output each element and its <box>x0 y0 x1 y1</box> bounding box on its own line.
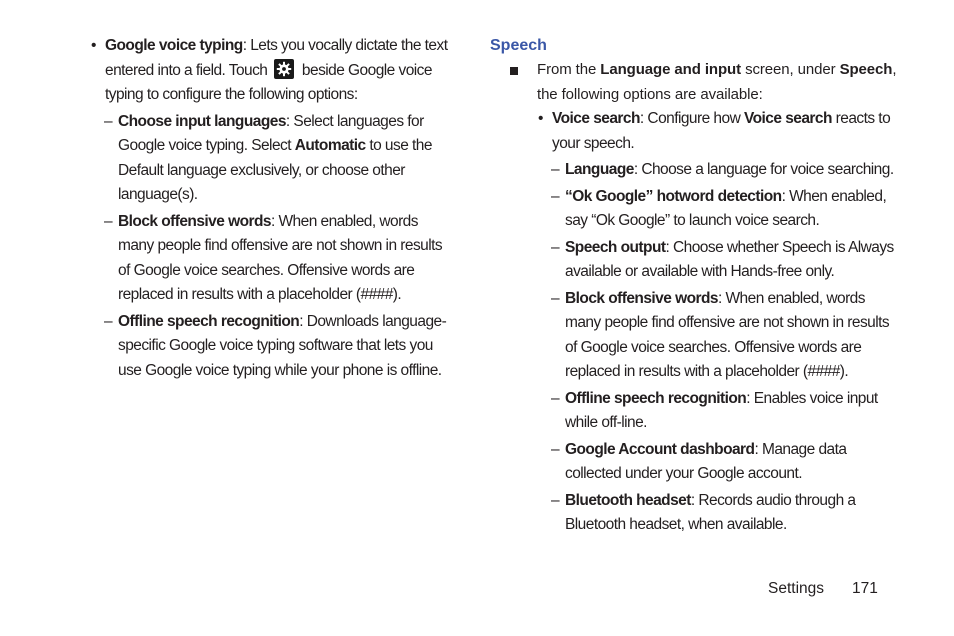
block-offensive-words-item <box>104 210 455 308</box>
option-text: : When enabled, say “Ok Google” to launch voice search. <box>565 187 887 229</box>
speech-output-item <box>551 236 900 285</box>
voice-search-term: Voice search <box>552 110 640 127</box>
option-term: Google Account dashboard <box>565 440 755 458</box>
choose-input-languages-text-a: : Select languages for Google voice typing. Select <box>118 112 424 154</box>
choose-input-languages-text-b: to use the Default language exclusively, or choose other language(s). <box>118 137 432 203</box>
option-term: “Ok Google” hotword detection <box>565 187 782 205</box>
option-term: Offline speech recognition <box>565 389 747 407</box>
speech-intro-item <box>490 58 900 107</box>
right-column <box>490 34 900 538</box>
google-voice-typing-term: Google voice typing <box>105 37 243 54</box>
left-column <box>90 34 455 383</box>
page-footer <box>768 578 878 600</box>
option-text: : Records audio through a Bluetooth headset, when available. <box>565 491 856 533</box>
option-term: Bluetooth headset <box>565 491 691 509</box>
offline-speech-recognition-term: Offline speech recognition <box>118 312 300 330</box>
speech-intro-text-a: From the <box>537 61 601 78</box>
language-and-input-term: Language and input <box>600 61 741 78</box>
google-voice-typing-text-b: beside Google voice typing to configure the following options: <box>105 61 432 103</box>
offline-speech-recognition-item <box>551 387 900 436</box>
speech-term: Speech <box>839 61 893 78</box>
dash-mark: – <box>551 289 560 307</box>
dash-mark: – <box>551 161 560 178</box>
bullet-mark: • <box>538 110 543 127</box>
automatic-term: Automatic <box>294 137 366 154</box>
ok-google-hotword-item <box>551 185 900 234</box>
option-text: : When enabled, words many people find offensive are not shown in results of Google voice searches. Offensive words are replaced in results with a placeholder (####). <box>565 289 890 380</box>
option-term: Speech output <box>565 238 666 256</box>
option-text: : Manage data collected under your Google account. <box>565 440 847 482</box>
voice-search-options <box>551 158 900 538</box>
choose-input-languages-term: Choose input languages <box>118 112 286 130</box>
block-offensive-words-text: : When enabled, words many people find offensive are not shown in results of Google voice searches. Offensive words are replaced in results with a placeholder (####). <box>118 212 443 303</box>
offline-speech-recognition-text: : Downloads language-specific Google voice typing software that lets you use Google voice typing while your phone is offline. <box>118 312 447 379</box>
dash-mark: – <box>104 312 113 330</box>
voice-search-bold: Voice search <box>743 110 832 127</box>
dash-mark: – <box>551 440 560 458</box>
bullet-mark: • <box>91 37 96 54</box>
gear-icon <box>274 59 294 79</box>
speech-heading: Speech <box>490 37 547 54</box>
voice-search-text-a: : Configure how <box>639 110 744 127</box>
block-offensive-words-term: Block offensive words <box>118 212 271 230</box>
option-text: : Choose whether Speech is Always available or available with Hands-free only. <box>565 238 894 280</box>
option-term: Block offensive words <box>565 289 718 307</box>
bluetooth-headset-item <box>551 489 900 538</box>
voice-search-text-b: reacts to your speech. <box>552 110 891 152</box>
offline-speech-recognition-item <box>104 310 455 384</box>
option-text: : Choose a language for voice searching. <box>633 161 894 178</box>
square-bullet-mark <box>510 67 518 75</box>
footer-section-name: Settings <box>768 580 825 597</box>
speech-intro-text-b: screen, under <box>741 61 840 78</box>
speech-intro-text-c: , the following options are available: <box>537 61 897 103</box>
option-text: : Enables voice input while off-line. <box>565 389 878 431</box>
voice-search-group <box>537 107 900 538</box>
google-voice-typing-options <box>104 110 455 384</box>
google-account-dashboard-item <box>551 438 900 487</box>
dash-mark: – <box>104 112 113 130</box>
block-offensive-words-item <box>551 287 900 385</box>
language-item <box>551 158 900 183</box>
dash-mark: – <box>104 212 113 230</box>
choose-input-languages-item <box>104 110 455 208</box>
option-term: Language <box>565 161 634 178</box>
voice-search-item <box>537 107 900 156</box>
dash-mark: – <box>551 187 560 205</box>
google-voice-typing-item <box>90 34 455 108</box>
dash-mark: – <box>551 389 560 407</box>
google-voice-typing-text-a: : Lets you vocally dictate the text entered into a field. Touch <box>105 37 448 79</box>
dash-mark: – <box>551 238 560 256</box>
dash-mark: – <box>551 491 560 509</box>
page-number: 171 <box>852 580 878 597</box>
